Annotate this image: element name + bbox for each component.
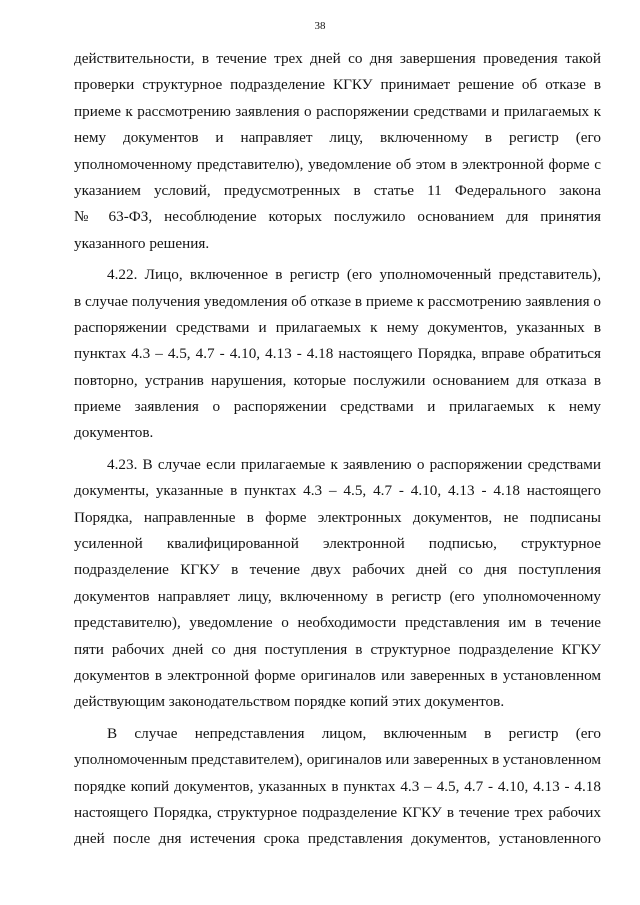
text-line: действительности, в течение трех дней со дня завершения проведения такой [74, 50, 601, 67]
text-line: действующим законодательством порядке копий этих документов. [74, 693, 505, 711]
text-line: документов направляет лицу, включенному в регистр (его уполномоченному [74, 587, 601, 605]
text-line: № 63-ФЗ, несоблюдение которых послужило основанием для принятия [74, 208, 601, 226]
text-line: усиленной квалифицированной электронной подписью, структурное [74, 535, 601, 553]
text-line: указанного решения. [74, 234, 210, 252]
text-line: документов. [74, 424, 154, 442]
text-line: приеме заявления о распоряжении средствами и прилагаемых к нему [74, 398, 601, 416]
text-line: уполномоченным представителем), оригиналов или заверенных в установленном [74, 751, 601, 769]
text-line: Порядка, направленные в форме электронных документов, не подписаны [74, 508, 601, 526]
text-line: 4.23. В случае если прилагаемые к заявлению о распоряжении средствами [107, 455, 601, 473]
text-line: 4.22. Лицо, включенное в регистр (его уполномоченный представитель), [107, 266, 601, 284]
text-line: пунктах 4.3 – 4.5, 4.7 - 4.10, 4.13 - 4.18 настоящего Порядка, вправе обратиться [74, 345, 601, 363]
paragraph-4-23 [74, 452, 601, 716]
paragraph-4-22 [74, 262, 601, 447]
text-line: указанием условий, предусмотренных в статье 11 Федерального закона [74, 181, 601, 199]
text-line: повторно, устранив нарушения, которые послужили основанием для отказа в [74, 371, 601, 389]
text-line: порядке копий документов, указанных в пунктах 4.3 – 4.5, 4.7 - 4.10, 4.13 - 4.18 [74, 777, 601, 795]
text-line: пяти рабочих дней со дня поступления в структурное подразделение КГКУ [74, 640, 601, 658]
text-line: нему документов и направляет лицу, включенному в регистр (его [74, 129, 601, 147]
text-line: представителю), уведомление о необходимости представления им в течение [74, 614, 601, 632]
page-number: 38 [314, 20, 326, 32]
paragraph-non-submission [74, 721, 601, 853]
text-line: подразделение КГКУ в течение двух рабочих дней со дня поступления [74, 561, 601, 579]
text-line: дней после дня истечения срока представления документов, установленного [74, 830, 601, 848]
text-line: приеме к рассмотрению заявления о распоряжении средствами и прилагаемых к [74, 102, 601, 120]
text-line: уполномоченному представителю), уведомление об этом в электронной форме с [74, 155, 601, 173]
text-line: в случае получения уведомления об отказе в приеме к рассмотрению заявления о [74, 292, 601, 310]
text-line: настоящего Порядка, структурное подразделение КГКУ в течение трех рабочих [74, 803, 601, 821]
text-line: документы, указанные в пунктах 4.3 – 4.5, 4.7 - 4.10, 4.13 - 4.18 настоящего [74, 482, 601, 500]
text-line: проверки структурное подразделение КГКУ принимает решение об отказе в [74, 76, 601, 94]
text-line: документов в электронной форме оригиналов или заверенных в установленном [74, 666, 601, 684]
paragraph-continuation [74, 46, 601, 257]
text-line: распоряжении средствами и прилагаемых к нему документов, указанных в [74, 318, 601, 336]
document-body [74, 46, 601, 853]
text-line: В случае непредставления лицом, включенным в регистр (его [107, 724, 601, 742]
